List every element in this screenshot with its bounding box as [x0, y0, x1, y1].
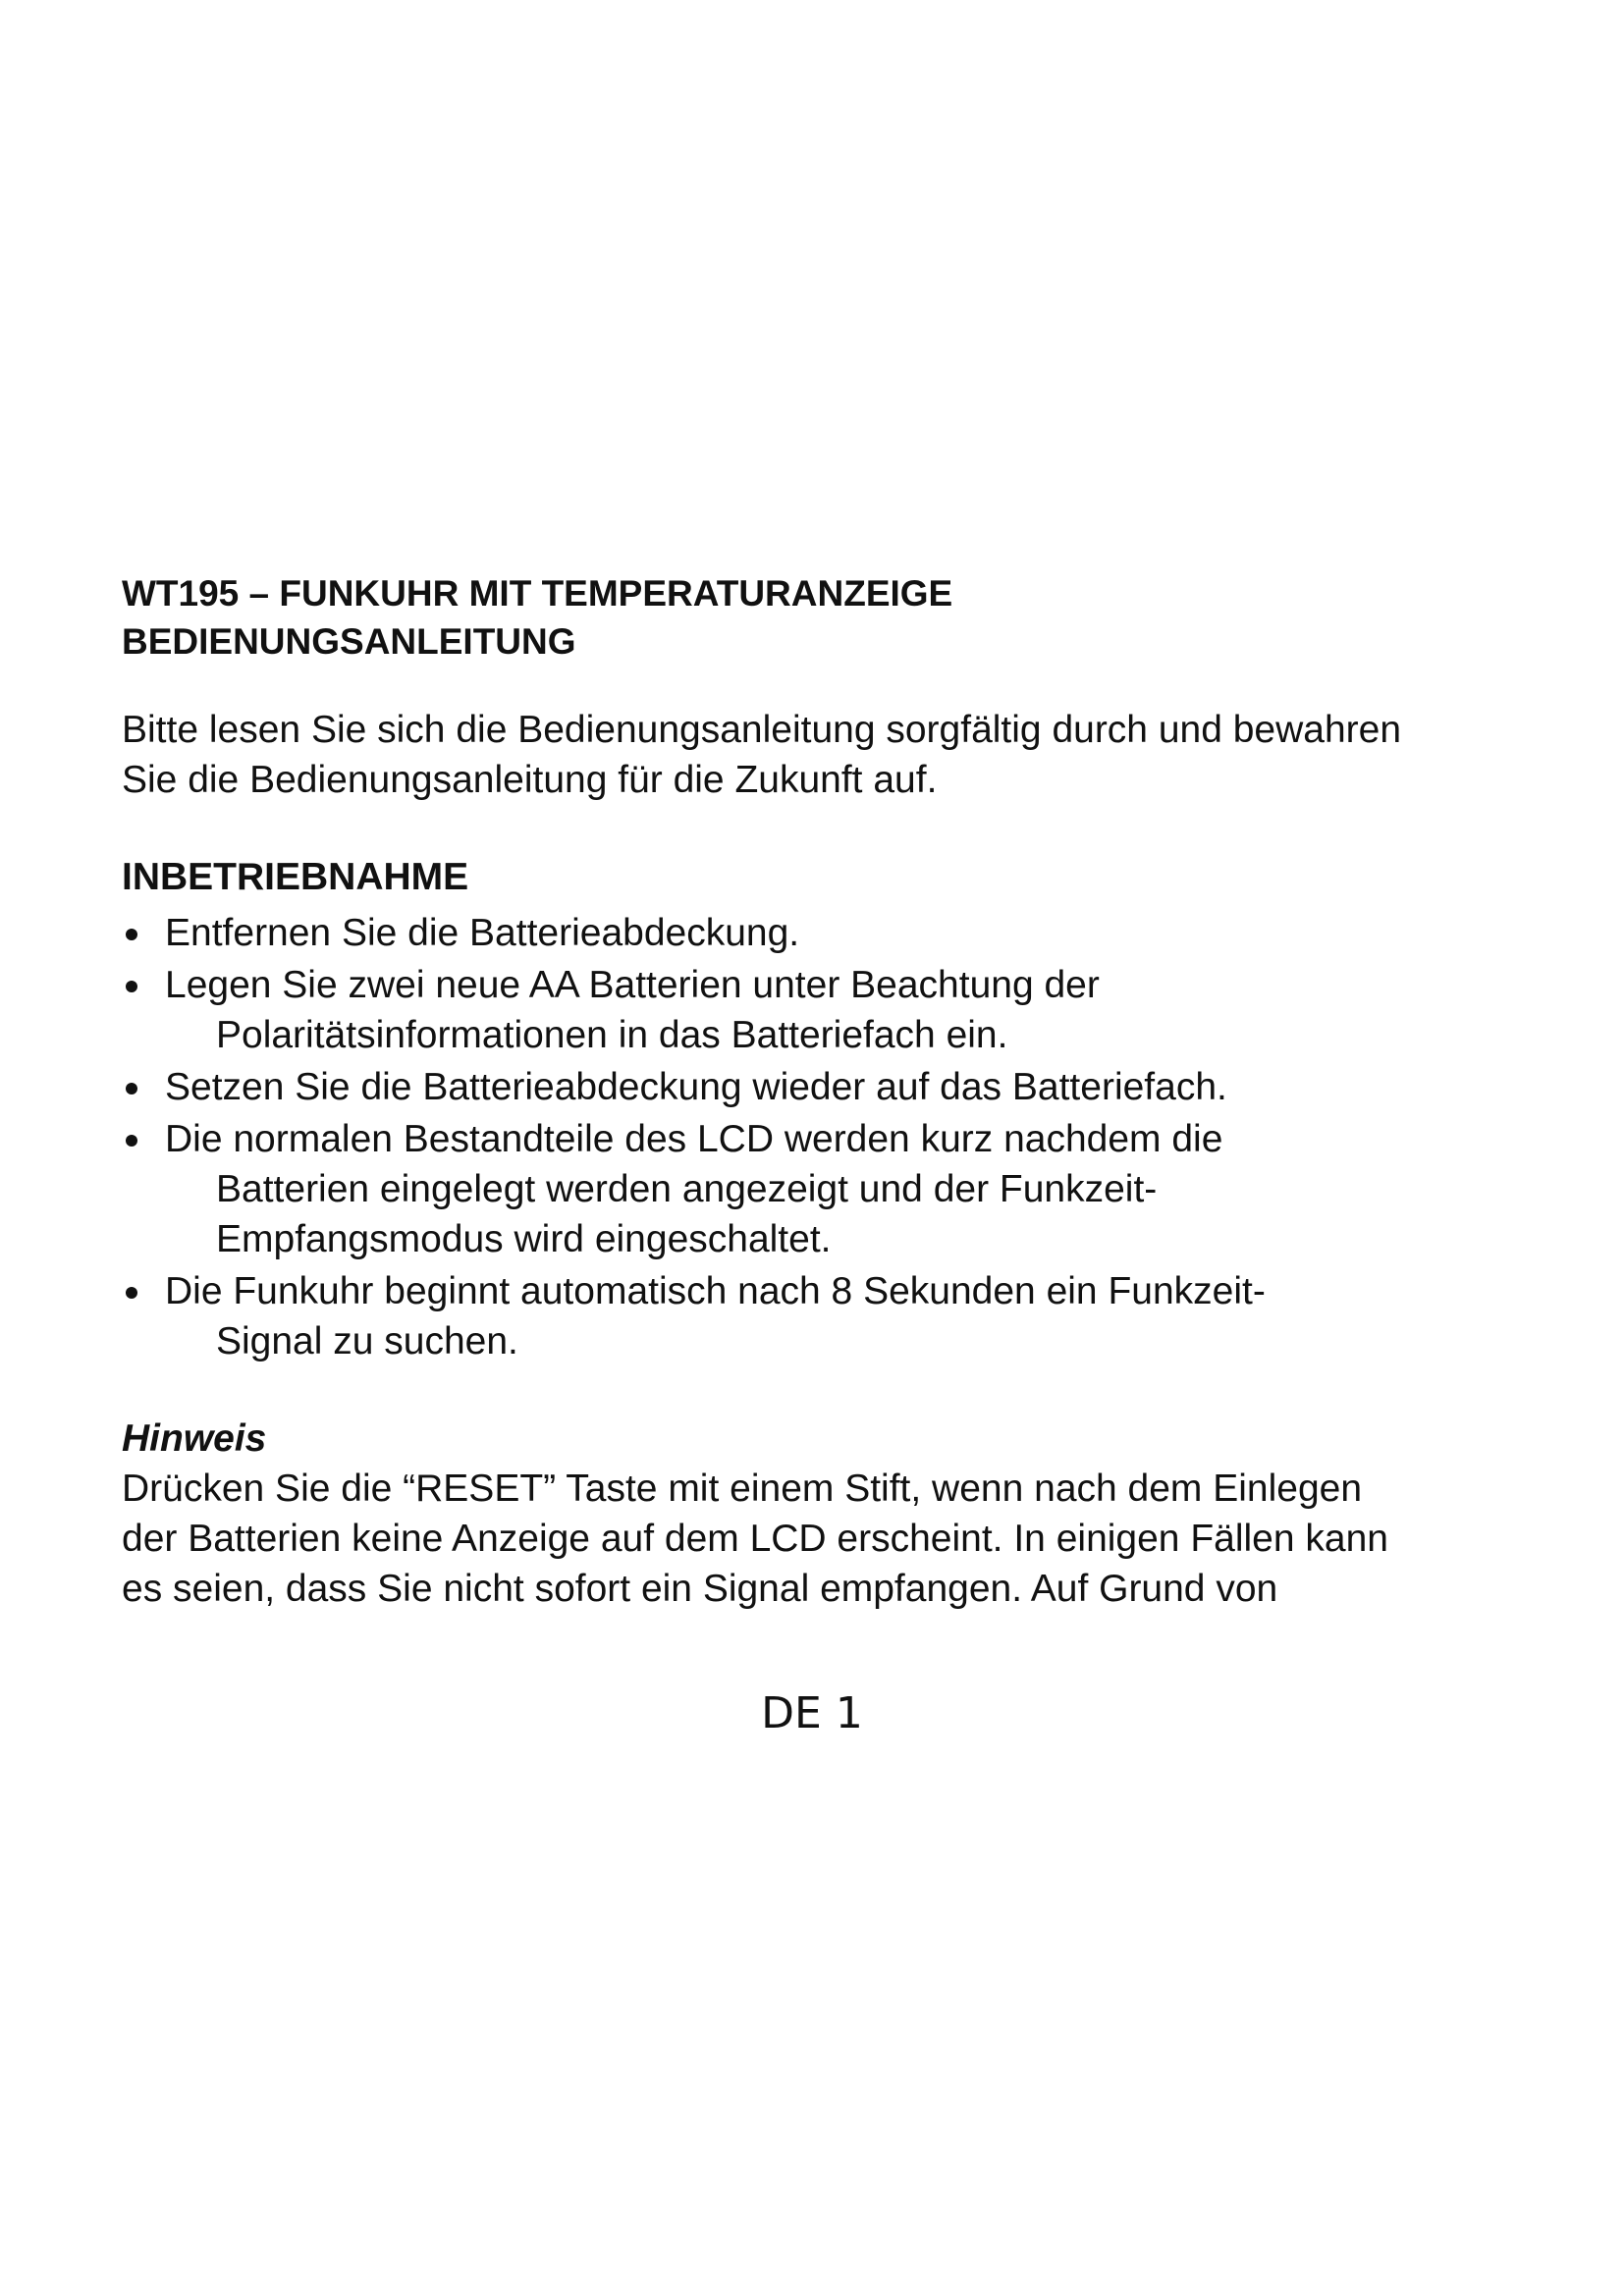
note-line-1: Drücken Sie die “RESET” Taste mit einem Stift, wenn nach dem Einlegen [122, 1468, 1363, 1510]
bullet-icon [126, 1083, 137, 1095]
list-item [122, 1266, 1536, 1366]
list-item-line: Empfangsmodus wird eingeschaltet. [216, 1218, 832, 1260]
list-item-line: Polaritätsinformationen in das Batteriefach ein. [216, 1014, 1008, 1056]
intro-line-1: Bitte lesen Sie sich die Bedienungsanleitung sorgfältig durch und bewahren [122, 709, 1402, 751]
document-title [122, 569, 1536, 666]
list-item [122, 908, 1536, 958]
note-line-3: es seien, dass Sie nicht sofort ein Signal empfangen. Auf Grund von [122, 1568, 1278, 1610]
note-heading: Hinweis [122, 1417, 267, 1460]
list-item [122, 960, 1536, 1060]
list-item-line: Die Funkuhr beginnt automatisch nach 8 Sekunden ein Funkzeit- [165, 1270, 1266, 1312]
note-line-2: der Batterien keine Anzeige auf dem LCD erscheint. In einigen Fällen kann [122, 1518, 1388, 1560]
note-paragraph [122, 1464, 1536, 1614]
section-heading: INBETRIEBNAHME [122, 856, 469, 898]
list-item-line: Entfernen Sie die Batterieabdeckung. [165, 912, 800, 954]
title-line-1: WT195 – FUNKUHR MIT TEMPERATURANZEIGE [122, 573, 953, 614]
title-line-2: BEDIENUNGSANLEITUNG [122, 621, 576, 662]
intro-line-2: Sie die Bedienungsanleitung für die Zukunft auf. [122, 759, 938, 801]
list-item-line: Batterien eingelegt werden angezeigt und der Funkzeit- [216, 1168, 1158, 1210]
list-item-line: Signal zu suchen. [216, 1320, 518, 1362]
list-item-line: Setzen Sie die Batterieabdeckung wieder auf das Batteriefach. [165, 1066, 1227, 1108]
bullet-icon [126, 981, 137, 992]
list-item-line: Die normalen Bestandteile des LCD werden kurz nachdem die [165, 1118, 1223, 1160]
list-item [122, 1114, 1536, 1264]
intro-paragraph [122, 705, 1536, 805]
setup-steps-list [122, 908, 1536, 1366]
bullet-icon [126, 1135, 137, 1147]
list-item [122, 1062, 1536, 1112]
document-content [122, 569, 1536, 1614]
list-item-line: Legen Sie zwei neue AA Batterien unter Beachtung der [165, 964, 1100, 1006]
bullet-icon [126, 929, 137, 940]
bullet-icon [126, 1287, 137, 1299]
page-number: DE 1 [761, 1688, 863, 1738]
